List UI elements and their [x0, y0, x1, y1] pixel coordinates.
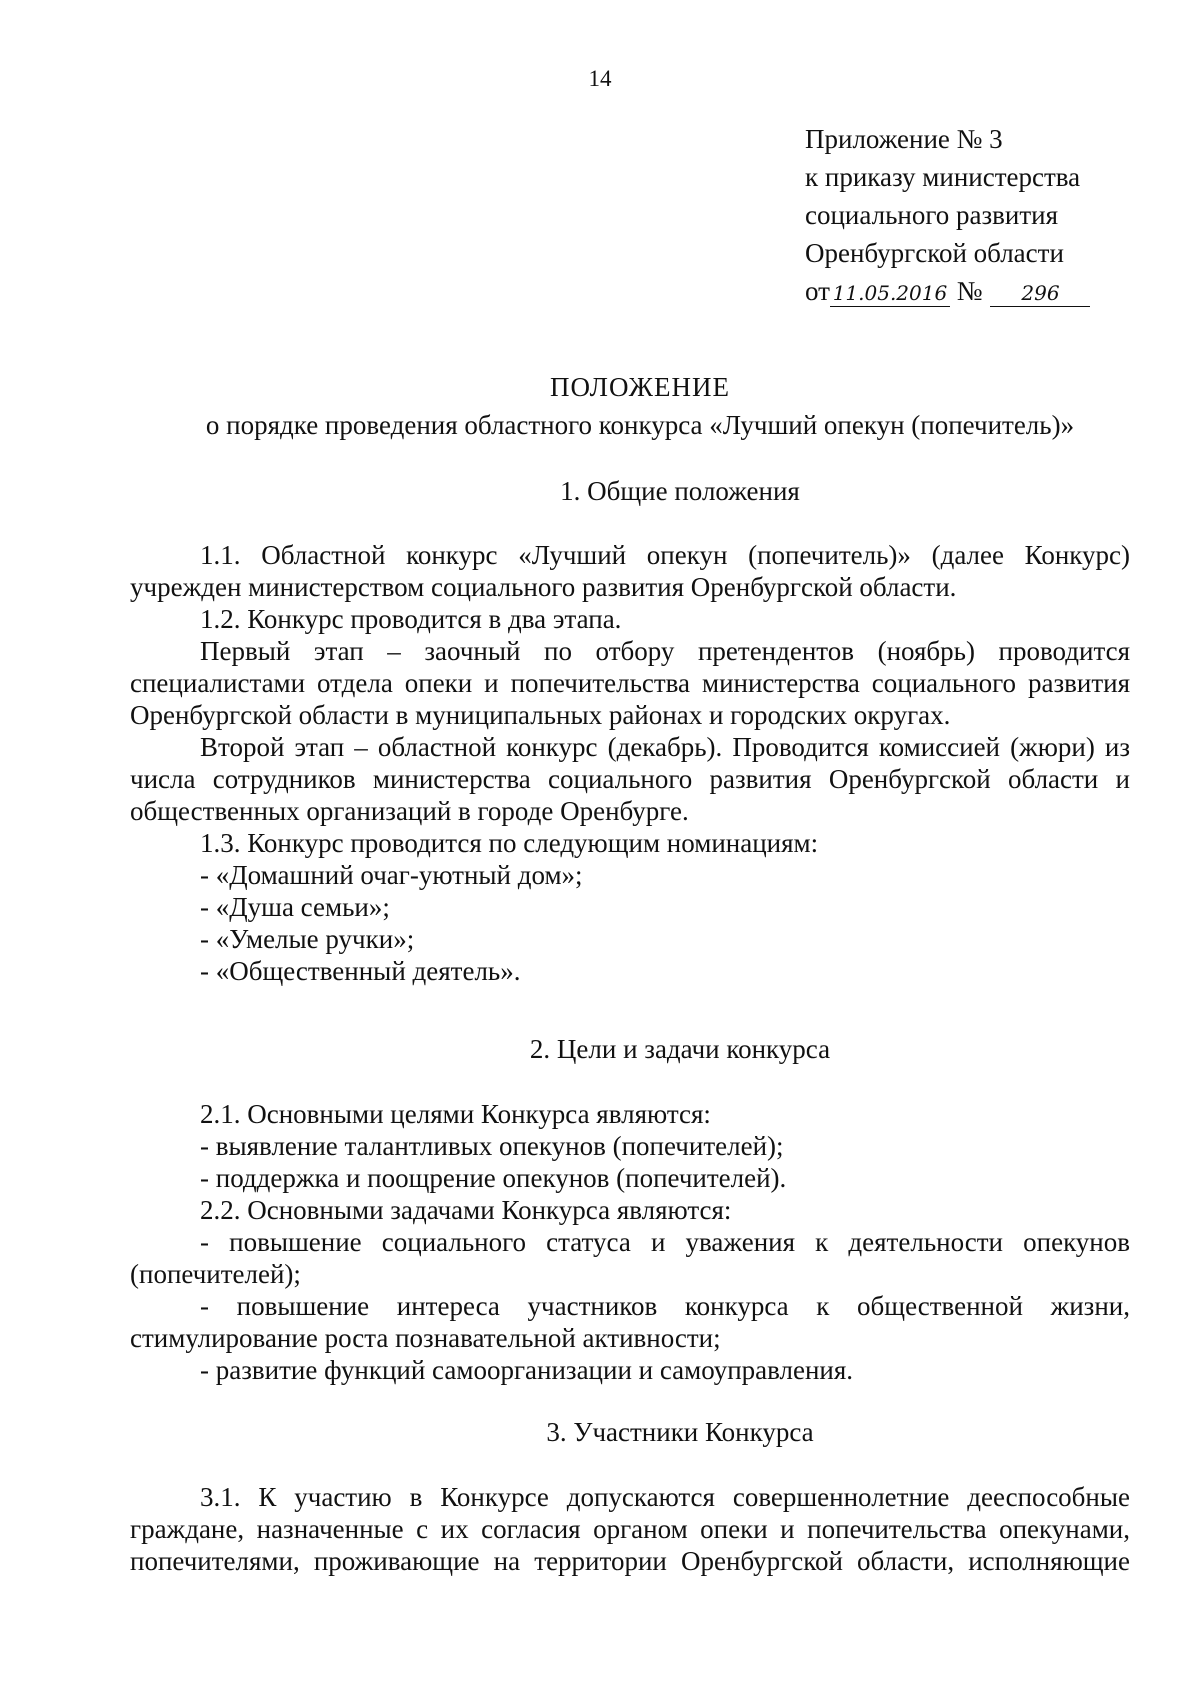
appendix-line-1: Приложение № 3: [805, 124, 1003, 154]
appendix-line-3: социального развития: [805, 200, 1059, 230]
nomination-item: - «Умелые ручки»;: [200, 924, 415, 954]
task-item: - развитие функций самоорганизации и самоуправления.: [200, 1355, 854, 1385]
paragraph-2-1: 2.1. Основными целями Конкурса являются:: [200, 1099, 711, 1129]
page-number: 14: [588, 66, 612, 91]
nomination-item: - «Домашний очаг-уютный дом»;: [200, 860, 583, 890]
paragraph-first-stage: Первый этап – заочный по отбору претендентов (ноябрь) проводится специалистами отдела опеки и попечительства министерства социального развития Оренбургской области в муниципальных районах и городских округах.: [130, 636, 1130, 730]
document-title: ПОЛОЖЕНИЕ: [550, 372, 730, 402]
task-item: - повышение социального статуса и уважения к деятельности опекунов (попечителей);: [130, 1227, 1130, 1289]
paragraph-second-stage: Второй этап – областной конкурс (декабрь). Проводится комиссией (жюри) из числа сотрудников министерства социального развития Оренбургской области и общественных организаций в городе Оренбурге.: [130, 732, 1130, 826]
section-1-heading: 1. Общие положения: [560, 476, 800, 506]
paragraph-3-1-line-2: граждане, назначенные с их согласия органом опеки и попечительства опекунами,: [130, 1514, 1130, 1544]
document-subtitle: о порядке проведения областного конкурса «Лучший опекун (попечитель)»: [205, 410, 1075, 440]
section-3-body: [130, 1481, 1130, 1577]
section-2-body: [130, 1098, 1130, 1386]
paragraph-1-1: 1.1. Областной конкурс «Лучший опекун (попечитель)» (далее Конкурс) учрежден министерством социального развития Оренбургской области.: [130, 540, 1130, 602]
appendix-line-4: Оренбургской области: [805, 238, 1064, 268]
handwritten-date: 11.05.2016: [830, 280, 950, 307]
section-3-heading: 3. Участники Конкурса: [546, 1417, 814, 1447]
paragraph-3-1-line-1: 3.1. К участию в Конкурсе допускаются совершеннолетние дееспособные: [200, 1482, 1130, 1512]
appendix-order-line: [805, 272, 1090, 310]
appendix-block: [805, 120, 1090, 310]
goal-item: - поддержка и поощрение опекунов (попечителей).: [200, 1163, 787, 1193]
handwritten-number: 296: [990, 280, 1090, 307]
from-label: от: [805, 276, 830, 306]
document-title-block: [0, 368, 1200, 444]
section-1-body: [130, 539, 1130, 987]
number-label: №: [956, 276, 983, 306]
paragraph-2-2: 2.2. Основными задачами Конкурса являются:: [200, 1195, 732, 1225]
goal-item: - выявление талантливых опекунов (попечителей);: [200, 1131, 784, 1161]
nomination-item: - «Душа семьи»;: [200, 892, 390, 922]
appendix-line-2: к приказу министерства: [805, 162, 1081, 192]
paragraph-1-2: 1.2. Конкурс проводится в два этапа.: [200, 604, 622, 634]
task-item: - повышение интереса участников конкурса к общественной жизни, стимулирование роста познавательной активности;: [130, 1291, 1130, 1353]
section-2-heading: 2. Цели и задачи конкурса: [529, 1034, 831, 1064]
paragraph-1-3: 1.3. Конкурс проводится по следующим номинациям:: [200, 828, 819, 858]
paragraph-3-1-line-3: попечителями, проживающие на территории Оренбургской области, исполняющие: [130, 1546, 1130, 1576]
nomination-item: - «Общественный деятель».: [200, 956, 521, 986]
